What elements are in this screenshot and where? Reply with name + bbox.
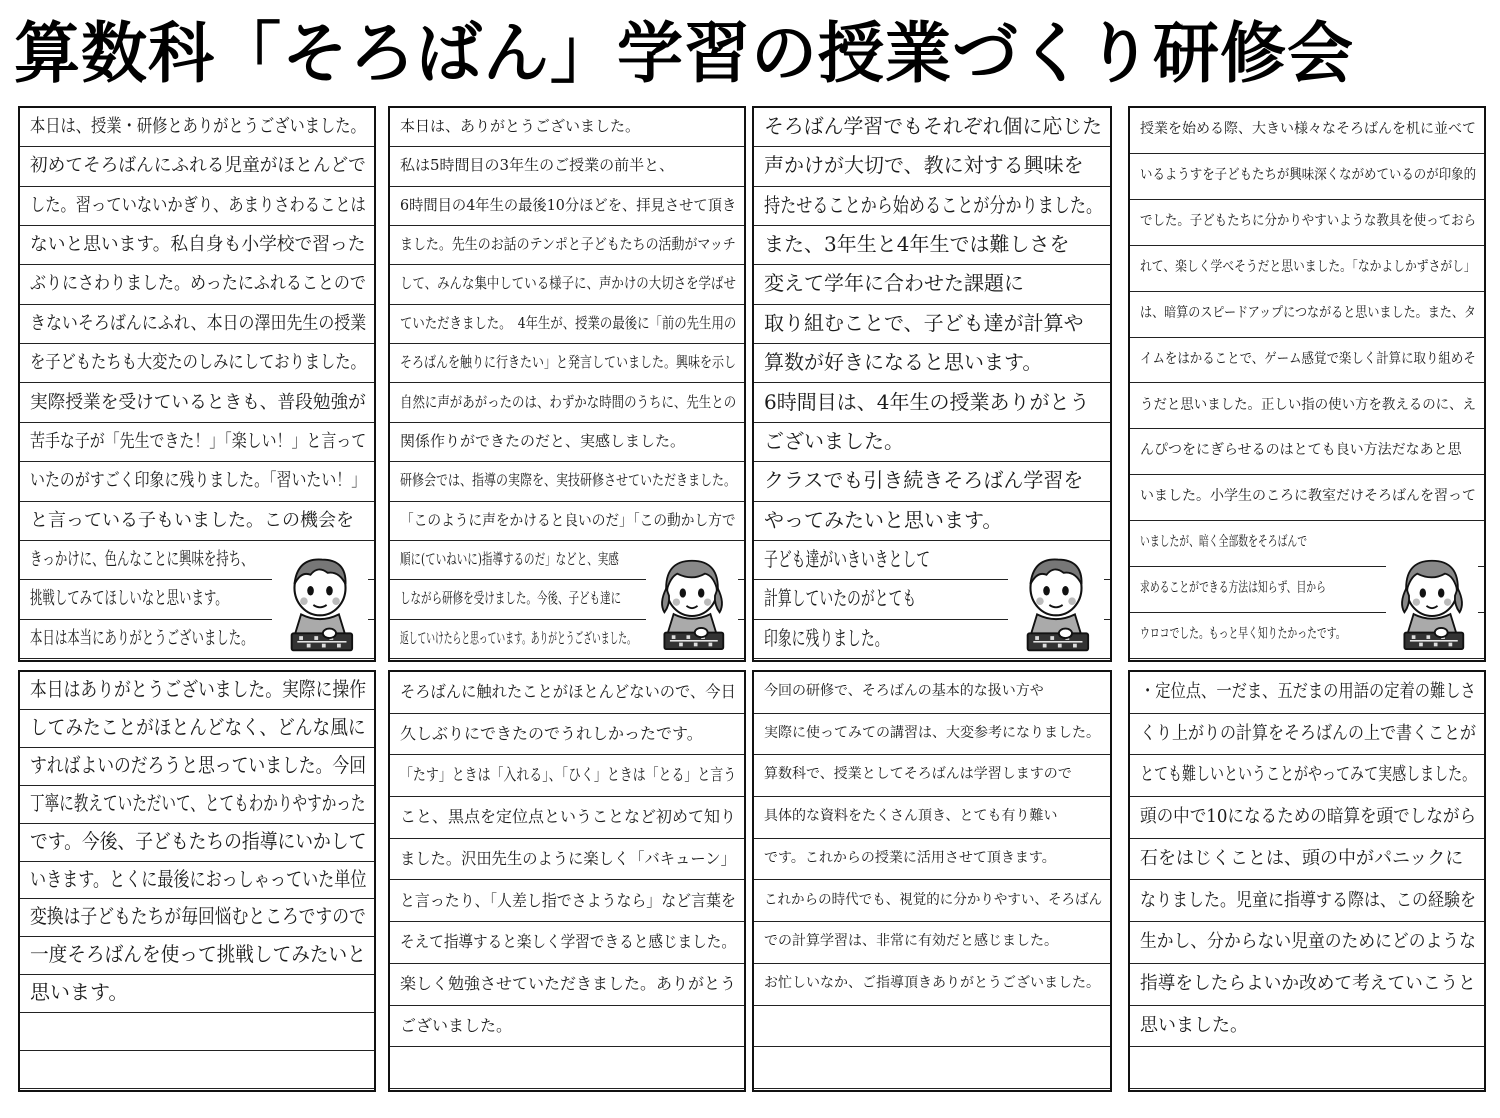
handwritten-line bbox=[390, 187, 744, 226]
handwritten-line bbox=[390, 226, 744, 265]
handwritten-line bbox=[754, 502, 1110, 541]
handwritten-line bbox=[1130, 714, 1484, 756]
handwritten-line bbox=[754, 344, 1110, 383]
handwritten-line bbox=[390, 881, 744, 923]
comment-text: きないそろばんにふれ、本日の澤田先生の授業 bbox=[30, 312, 367, 334]
comment-text: と言ったり、「人差し指でさようなら」など言葉を bbox=[400, 890, 736, 910]
comment-text: 算数が好きになると思います。 bbox=[764, 350, 1043, 375]
comment-text: 一度そろばんを使って挑戦してみたいと bbox=[30, 942, 366, 967]
handwritten-line bbox=[1130, 672, 1484, 714]
comment-text: 授業を始める際、大きい様々なそろばんを机に並べて bbox=[1140, 121, 1476, 137]
handwritten-line bbox=[1130, 1047, 1484, 1089]
child-with-abacus-illustration bbox=[1386, 552, 1478, 656]
handwritten-line bbox=[754, 423, 1110, 462]
comment-text: お忙しいなか、ご指導頂きありがとうございました。 bbox=[764, 974, 1100, 991]
comment-text: 楽しく勉強させていただきました。ありがとう bbox=[400, 973, 737, 993]
handwritten-line bbox=[1130, 1006, 1484, 1048]
comment-card bbox=[752, 670, 1112, 1092]
handwritten-line bbox=[1130, 839, 1484, 881]
handwritten-line bbox=[754, 187, 1110, 226]
handwritten-line bbox=[1130, 338, 1484, 384]
comment-text: して、みんな集中している様子に、声かけの大切さを学ばせ bbox=[400, 274, 736, 293]
handwritten-line bbox=[754, 384, 1110, 423]
comment-text: イムをはかることで、ゲーム感覚で楽しく計算に取り組めそ bbox=[1140, 350, 1476, 367]
handwritten-line bbox=[20, 147, 374, 186]
comment-text: 計算していたのがとても bbox=[764, 586, 917, 611]
comment-text: 頭の中で10になるための暗算を頭でしながら bbox=[1140, 806, 1477, 828]
comment-text: です。これからの授業に活用させて頂きます。 bbox=[764, 849, 1056, 866]
comment-card bbox=[388, 670, 746, 1092]
handwritten-line bbox=[754, 147, 1110, 186]
handwritten-line bbox=[20, 710, 374, 748]
handwritten-line bbox=[20, 384, 374, 423]
comment-text: そろばんに触れたことがほとんどないので、今日 bbox=[400, 682, 736, 701]
handwritten-line bbox=[1130, 246, 1484, 292]
comment-text: いるようすを子どもたちが興味深くながめているのが印象的 bbox=[1140, 166, 1477, 183]
handwritten-line bbox=[20, 423, 374, 462]
comment-text: ました。沢田先生のように楽しく「バキューン」 bbox=[400, 848, 736, 868]
comment-text: すればよいのだろうと思っていました。今回 bbox=[30, 752, 366, 777]
comment-text: ました。先生のお話のテンポと子どもたちの活動がマッチ bbox=[400, 235, 736, 254]
comment-text: うだと思いました。正しい指の使い方を教えるのに、え bbox=[1140, 396, 1476, 413]
comment-text: 印象に残りました。 bbox=[764, 625, 889, 650]
handwritten-line bbox=[20, 462, 374, 501]
handwritten-line bbox=[1130, 154, 1484, 200]
comment-text: なりました。児童に指導する際は、この経験を bbox=[1140, 889, 1477, 911]
comment-text: いました。小学生のころに教室だけそろばんを習って bbox=[1140, 488, 1476, 505]
handwritten-line bbox=[754, 922, 1110, 964]
comment-text: 石をはじくことは、頭の中がパニックに bbox=[1140, 847, 1464, 869]
comment-text: 実際に使ってみての講習は、大変参考になりました。 bbox=[764, 724, 1100, 741]
comment-text: とても難しいということがやってみて実感しました。 bbox=[1140, 764, 1477, 786]
handwritten-line bbox=[390, 755, 744, 797]
comment-text: くり上がりの計算をそろばんの上で書くことが bbox=[1140, 722, 1477, 744]
handwritten-line bbox=[20, 1051, 374, 1089]
child-with-abacus-illustration bbox=[272, 552, 368, 656]
handwritten-line bbox=[1130, 108, 1484, 154]
handwritten-line bbox=[20, 226, 374, 265]
comment-text: 子ども達がいきいきとして bbox=[764, 546, 931, 571]
handwritten-line bbox=[390, 502, 744, 541]
handwritten-line bbox=[1130, 475, 1484, 521]
comment-text: 求めることができる方法は知らず、目から bbox=[1140, 580, 1326, 597]
comment-text: と言っている子もいました。この機会を bbox=[30, 509, 354, 531]
comment-text: きっかけに、色んなことに興味を持ち、 bbox=[30, 548, 254, 570]
handwritten-line bbox=[754, 714, 1110, 756]
comment-text: 順に(ていねいに)指導するのだ」などと、実感 bbox=[400, 549, 619, 568]
comment-text: 6時間目の4年生の最後10分ほどを、拝見させて頂き bbox=[400, 195, 737, 214]
comment-text: いきます。とくに最後におっしゃっていた単位 bbox=[30, 866, 367, 891]
handwritten-line bbox=[20, 1013, 374, 1051]
handwritten-line bbox=[20, 305, 374, 344]
comment-card bbox=[1128, 670, 1486, 1092]
comment-text: 丁寧に教えていただいて、とてもわかりやすかった bbox=[30, 790, 366, 815]
comment-text: 苦手な子が「先生できた！」「楽しい！」と言って bbox=[30, 430, 367, 452]
handwritten-line bbox=[390, 672, 744, 714]
comment-text: 6時間目は、4年生の授業ありがとう bbox=[764, 389, 1090, 414]
handwritten-line bbox=[754, 839, 1110, 881]
comment-text: やってみたいと思います。 bbox=[764, 507, 1003, 532]
handwritten-line bbox=[390, 108, 744, 147]
comment-card bbox=[752, 106, 1112, 662]
handwritten-line bbox=[390, 922, 744, 964]
handwritten-line bbox=[754, 305, 1110, 344]
handwritten-line bbox=[20, 187, 374, 226]
comment-text: 研修会では、指導の実際を、実技研修させていただきました。 bbox=[400, 471, 737, 490]
handwritten-line bbox=[754, 1006, 1110, 1048]
comment-text: は、暗算のスピードアップにつながると思いました。また、タ bbox=[1140, 304, 1476, 321]
handwritten-line bbox=[20, 672, 374, 710]
handwritten-line bbox=[1130, 964, 1484, 1006]
comment-card bbox=[388, 106, 746, 662]
comment-text: ございました。 bbox=[764, 428, 904, 453]
handwritten-line bbox=[1130, 429, 1484, 475]
handwritten-line bbox=[1130, 384, 1484, 430]
comment-text: そろばん学習でもそれぞれ個に応じた bbox=[764, 114, 1102, 138]
comment-text: 声かけが大切で、教に対する興味を bbox=[764, 153, 1084, 178]
handwritten-line bbox=[20, 108, 374, 147]
comment-text: 本日は、授業・研修とありがとうございました。 bbox=[30, 116, 366, 137]
handwritten-line bbox=[1130, 922, 1484, 964]
comment-text: んぴつをにぎらせるのはとても良い方法だなあと思 bbox=[1140, 442, 1462, 459]
comment-text: 変換は子どもたちが毎回悩むところですので bbox=[30, 904, 366, 929]
comment-text: 今回の研修で、そろばんの基本的な扱い方や bbox=[764, 683, 1044, 699]
handwritten-line bbox=[20, 344, 374, 383]
comment-card bbox=[18, 670, 376, 1092]
comment-text: 本日は、ありがとうございました。 bbox=[400, 117, 641, 135]
comment-text: 「このように声をかけると良いのだ」「この動かし方で bbox=[400, 510, 736, 529]
comment-text: ・定位点、一だま、五だまの用語の定着の難しさ bbox=[1140, 681, 1476, 702]
comment-card bbox=[18, 106, 376, 662]
comment-text: そえて指導すると楽しく学習できると感じました。 bbox=[400, 932, 736, 952]
comment-text: ございました。 bbox=[400, 1015, 513, 1035]
comment-text: 自然に声があがったのは、わずかな時間のうちに、先生との bbox=[400, 392, 737, 411]
comment-text: 生かし、分からない児童のためにどのような bbox=[1140, 931, 1476, 953]
comment-text: いましたが、暗く全部数をそろばんで bbox=[1140, 534, 1308, 551]
handwritten-line bbox=[390, 384, 744, 423]
comment-text: 初めてそろばんにふれる児童がほとんどで bbox=[30, 155, 366, 177]
comment-text: クラスでも引き続きそろばん学習を bbox=[764, 468, 1084, 493]
handwritten-line bbox=[754, 108, 1110, 147]
comment-text: こと、黒点を定位点ということなど初めて知り bbox=[400, 807, 737, 827]
comment-text: での計算学習は、非常に有効だと感じました。 bbox=[764, 933, 1058, 950]
comment-text: してみたことがほとんどなく、どんな風に bbox=[30, 714, 366, 739]
comment-text: 関係作りができたのだと、実感しました。 bbox=[400, 431, 686, 450]
comment-text: いたのがすごく印象に残りました。「習いたい！」 bbox=[30, 470, 367, 492]
comment-text: 久しぶりにできたのでうれしかったです。 bbox=[400, 723, 703, 743]
handwritten-line bbox=[1130, 200, 1484, 246]
comment-text: 実際授業を受けているときも、普段勉強が bbox=[30, 391, 366, 413]
handwritten-line bbox=[390, 1006, 744, 1048]
comment-text: 思いました。 bbox=[1140, 1014, 1248, 1036]
comment-text: ぶりにさわりました。めったにふれることので bbox=[30, 273, 366, 295]
handwritten-line bbox=[1130, 755, 1484, 797]
handwritten-line bbox=[20, 824, 374, 862]
comment-text: 私は5時間目の3年生のご授業の前半と、 bbox=[400, 156, 675, 175]
comment-text: 持たせることから始めることが分かりました。 bbox=[764, 192, 1103, 217]
comment-text: 挑戦してみてほしいなと思います。 bbox=[30, 588, 228, 610]
handwritten-line bbox=[754, 672, 1110, 714]
comment-card bbox=[1128, 106, 1486, 662]
handwritten-line bbox=[754, 797, 1110, 839]
handwritten-line bbox=[20, 265, 374, 304]
child-with-abacus-illustration bbox=[646, 552, 738, 656]
handwritten-line bbox=[754, 964, 1110, 1006]
handwritten-line bbox=[20, 862, 374, 900]
comment-text: 算数科で、授業としてそろばんは学習しますので bbox=[764, 766, 1072, 783]
handwritten-line bbox=[390, 305, 744, 344]
comment-text: でした。子どもたちに分かりやすいような教具を使っておら bbox=[1140, 212, 1477, 229]
comment-text: これからの時代でも、視覚的に分かりやすい、そろばん bbox=[764, 891, 1103, 908]
handwritten-line bbox=[390, 344, 744, 383]
handwritten-line bbox=[1130, 292, 1484, 338]
comment-text: です。今後、子どもたちの指導にいかして bbox=[30, 828, 367, 853]
handwritten-line bbox=[20, 937, 374, 975]
comment-text: また、3年生と4年生では難しさを bbox=[764, 232, 1070, 257]
comment-text: しながら研修を受けました。今後、子ども達に bbox=[400, 589, 622, 608]
handwritten-line bbox=[1130, 797, 1484, 839]
handwritten-line bbox=[390, 147, 744, 186]
handwritten-line bbox=[20, 899, 374, 937]
handwritten-line bbox=[754, 226, 1110, 265]
handwritten-line bbox=[20, 748, 374, 786]
handwritten-line bbox=[390, 462, 744, 501]
comment-text: 本日はありがとうございました。実際に操作 bbox=[30, 677, 366, 701]
comment-text: 取り組むことで、子ども達が計算や bbox=[764, 310, 1084, 335]
comment-text: ないと思います。私自身も小学校で習った bbox=[30, 234, 366, 256]
comment-text: 返していけたらと思っています。ありがとうございました。 bbox=[400, 628, 636, 647]
comment-text: 思います。 bbox=[30, 980, 129, 1005]
comment-text: を子どもたちも大変たのしみにしておりました。 bbox=[30, 352, 366, 374]
comment-text: 具体的な資料をたくさん頂き、とても有り難い bbox=[764, 808, 1058, 825]
handwritten-line bbox=[390, 839, 744, 881]
handwritten-line bbox=[390, 964, 744, 1006]
comment-text: 指導をしたらよいか改めて考えていこうと bbox=[1140, 972, 1476, 994]
handwritten-line bbox=[754, 1047, 1110, 1089]
comment-text: 「たす」ときは「入れる」、「ひく」ときは「とる」と言う bbox=[400, 765, 737, 785]
handwritten-line bbox=[754, 265, 1110, 304]
handwritten-line bbox=[754, 881, 1110, 923]
child-with-abacus-illustration bbox=[1008, 552, 1104, 656]
comment-text: ていただきました。 4年生が、授業の最後に「前の先生用の bbox=[400, 313, 737, 332]
comment-text: 本日は本当にありがとうございました。 bbox=[30, 627, 254, 649]
handwritten-line bbox=[20, 502, 374, 541]
handwritten-line bbox=[390, 797, 744, 839]
handwritten-line bbox=[754, 462, 1110, 501]
handwritten-line bbox=[1130, 881, 1484, 923]
handwritten-line bbox=[20, 975, 374, 1013]
handwritten-line bbox=[390, 265, 744, 304]
comment-text: れて、楽しく学べそうだと思いました。「なかよしかずさがし」 bbox=[1140, 258, 1476, 275]
handwritten-line bbox=[20, 786, 374, 824]
handwritten-line bbox=[390, 714, 744, 756]
handwritten-line bbox=[390, 1047, 744, 1089]
handwritten-line bbox=[390, 423, 744, 462]
comment-text: ウロコでした。もっと早く知りたかったです。 bbox=[1140, 626, 1346, 643]
comment-text: そろばんを触りに行きたい」と発言していました。興味を示し bbox=[400, 353, 737, 372]
page-title: 算数科「そろばん」学習の授業づくり研修会 bbox=[14, 15, 1354, 92]
handwritten-line bbox=[754, 755, 1110, 797]
comment-text: した。習っていないかぎり、あまりさわることは bbox=[30, 194, 366, 216]
comment-text: 変えて学年に合わせた課題に bbox=[764, 271, 1024, 296]
